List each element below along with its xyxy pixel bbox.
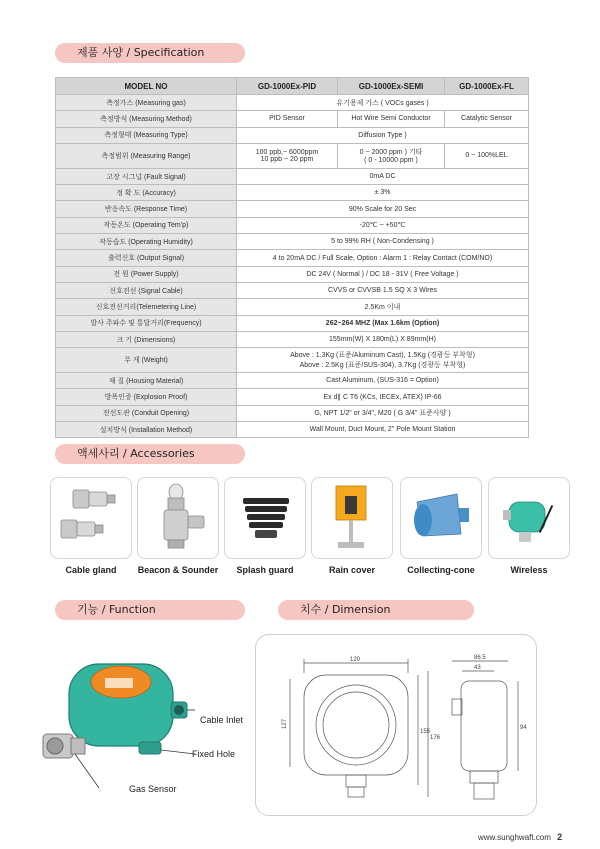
spec-row-label: 크 기 (Dimensions) [56, 331, 237, 347]
spec-row-label: 전선도관 (Conduit Opening) [56, 405, 237, 421]
spec-row [56, 95, 529, 111]
spec-row-label: 측정방식 (Measuring Method) [56, 111, 237, 127]
spec-row-label: 정 확 도 (Accuracy) [56, 185, 237, 201]
spec-row [56, 299, 529, 315]
spec-table-header [56, 78, 529, 95]
spec-row [56, 405, 529, 421]
spec-cell: Catalytic Sensor [445, 111, 529, 127]
spec-row-label: 신호전선거리(Telemetering Line) [56, 299, 237, 315]
spec-cell: PID Sensor [237, 111, 338, 127]
dim-h2-label: 176 [430, 735, 441, 741]
spec-row [56, 389, 529, 405]
spec-row-label: 무 게 (Weight) [56, 348, 237, 373]
accessory-label-beacon-sounder: Beacon & Sounder [137, 565, 219, 575]
spec-cell: Cast Aluminum, (SUS-316 = Option) [237, 373, 529, 389]
spec-row [56, 331, 529, 347]
dim-side-mid-label: 43 [474, 665, 481, 671]
accessories-title-text: 액세사리 / Accessories [77, 447, 195, 460]
spec-cell: Hot Wire Semi Conductor [338, 111, 445, 127]
cable-inlet-label: Cable Inlet [200, 715, 244, 725]
gas-detector-illustration [35, 638, 195, 798]
spec-row-label: 설치방식 (Installation Method) [56, 422, 237, 438]
spec-row-label: 신호전선 (Signal Cable) [56, 282, 237, 298]
spec-cell: -20℃ ~ +50℃ [237, 217, 529, 233]
spec-row-label: 작동온도 (Operating Tem'p) [56, 217, 237, 233]
spec-cell: 155mm(W) X 180m(L) X 89mm(H) [237, 331, 529, 347]
accessory-label-wireless: Wireless [510, 565, 548, 575]
page-number: 2 [557, 832, 563, 842]
dim-h1-label: 155 [420, 729, 431, 735]
spec-row [56, 348, 529, 373]
spec-cell: G, NPT 1/2" or 3/4", M20 ( G 3/4" 표준사양 ) [237, 405, 529, 421]
spec-cell: Above : 1.3Kg (표준/Aluminum Cast), 1.5Kg (경광등 부착형) Above : 2.5Kg (표준/SUS-304), 3.7Kg (경광등 부착형) [237, 348, 529, 373]
spec-row [56, 234, 529, 250]
accessory-wireless-image [488, 477, 570, 559]
spec-cell: Diffusion Type ) [237, 127, 529, 143]
header-semi: GD-1000Ex-SEMI [338, 78, 445, 95]
function-title-text: 기능 / Function [77, 603, 156, 616]
spec-cell: 유기용제 가스 ( VOCs gases ) [237, 95, 529, 111]
spec-row [56, 201, 529, 217]
spec-table-body [56, 95, 529, 438]
spec-table [55, 77, 529, 438]
spec-row [56, 185, 529, 201]
spec-row-label: 반응속도 (Response Time) [56, 201, 237, 217]
spec-row [56, 217, 529, 233]
spec-row-label: 측정형태 (Measuring Type) [56, 127, 237, 143]
dimension-title-text: 치수 / Dimension [300, 603, 391, 616]
function-section-title [55, 600, 245, 620]
spec-row [56, 168, 529, 184]
spec-cell: 5 to 99% RH ( Non-Condensing ) [237, 234, 529, 250]
spec-section-title [55, 43, 245, 63]
dimension-drawing-frame [255, 634, 537, 816]
spec-title-text: 제품 사양 / Specification [77, 46, 205, 59]
header-fl: GD-1000Ex-FL [445, 78, 529, 95]
spec-row [56, 282, 529, 298]
accessory-label-collecting-cone: Collecting-cone [407, 565, 475, 575]
spec-row-label: 작동습도 (Operating Humidity) [56, 234, 237, 250]
header-pid: GD-1000Ex-PID [237, 78, 338, 95]
spec-row [56, 315, 529, 331]
page-footer [478, 832, 562, 842]
spec-cell: 0mA DC [237, 168, 529, 184]
spec-row [56, 422, 529, 438]
spec-row-label: 재 질 (Housing Material) [56, 373, 237, 389]
header-model-no: MODEL NO [56, 78, 237, 95]
spec-cell: 90% Scale for 20 Sec [237, 201, 529, 217]
spec-cell: Ex d∥ C T6 (KCs, IECEx, ATEX) IP-66 [237, 389, 529, 405]
spec-row [56, 250, 529, 266]
spec-cell: 0 ~ 100%LEL [445, 143, 529, 168]
spec-row-label: 측정범위 (Measuring Range) [56, 143, 237, 168]
accessory-cable-gland-image [50, 477, 132, 559]
dim-side-h-label: 94 [520, 725, 527, 731]
spec-row [56, 266, 529, 282]
accessory-beacon-sounder-image [137, 477, 219, 559]
accessory-collecting-cone-image [400, 477, 482, 559]
accessory-label-rain-cover: Rain cover [328, 565, 376, 575]
spec-cell: CVVS or CVVSB 1.5 SQ X 3 Wires [237, 282, 529, 298]
footer-url: www.sunghwaft.com [478, 833, 551, 842]
spec-row-label: 방폭인증 (Explosion Proof) [56, 389, 237, 405]
accessory-label-cable-gland: Cable gland [65, 565, 117, 575]
accessory-label-splash-guard: Splash guard [236, 565, 294, 575]
spec-row-label: 측정가스 (Measuring gas) [56, 95, 237, 111]
dimension-section-title [278, 600, 474, 620]
dim-height-left-label: 127 [282, 718, 288, 729]
gas-sensor-label: Gas Sensor [129, 784, 177, 794]
accessories-section-title [55, 444, 245, 464]
spec-row [56, 143, 529, 168]
spec-row-label: 출력신호 (Output Signal) [56, 250, 237, 266]
spec-row [56, 373, 529, 389]
spec-cell: 0 ~ 2000 ppm ) 기타 ( 0 - 10000 ppm ) [338, 143, 445, 168]
dim-width-label: 120 [350, 657, 361, 663]
spec-cell: DC 24V ( Normal ) / DC 18 - 31V ( Free Voltage ) [237, 266, 529, 282]
spec-cell: Wall Mount, Duct Mount, 2" Pole Mount Station [237, 422, 529, 438]
fixed-hole-label: Fixed Hole [192, 749, 236, 759]
spec-row-label: 발사 주파수 및 통달거리(Frequency) [56, 315, 237, 331]
accessory-splash-guard-image [224, 477, 306, 559]
dimension-drawing [256, 635, 536, 815]
spec-cell: 4 to 20mA DC / Full Scale, Option : Alarm 1 : Relay Contact (COM/NO) [237, 250, 529, 266]
spec-cell: 2.5Km 이내 [237, 299, 529, 315]
spec-cell: 100 ppb,~ 6000ppm 10 ppb ~ 20 ppm [237, 143, 338, 168]
spec-cell: 262~264 MHZ (Max 1.6km (Option) [237, 315, 529, 331]
spec-row [56, 111, 529, 127]
spec-cell: ± 3% [237, 185, 529, 201]
accessory-rain-cover-image [311, 477, 393, 559]
spec-row [56, 127, 529, 143]
spec-row-label: 전 원 (Power Supply) [56, 266, 237, 282]
dim-side-top-label: 86.5 [474, 655, 486, 661]
spec-row-label: 고장 시그널 (Fault Signal) [56, 168, 237, 184]
